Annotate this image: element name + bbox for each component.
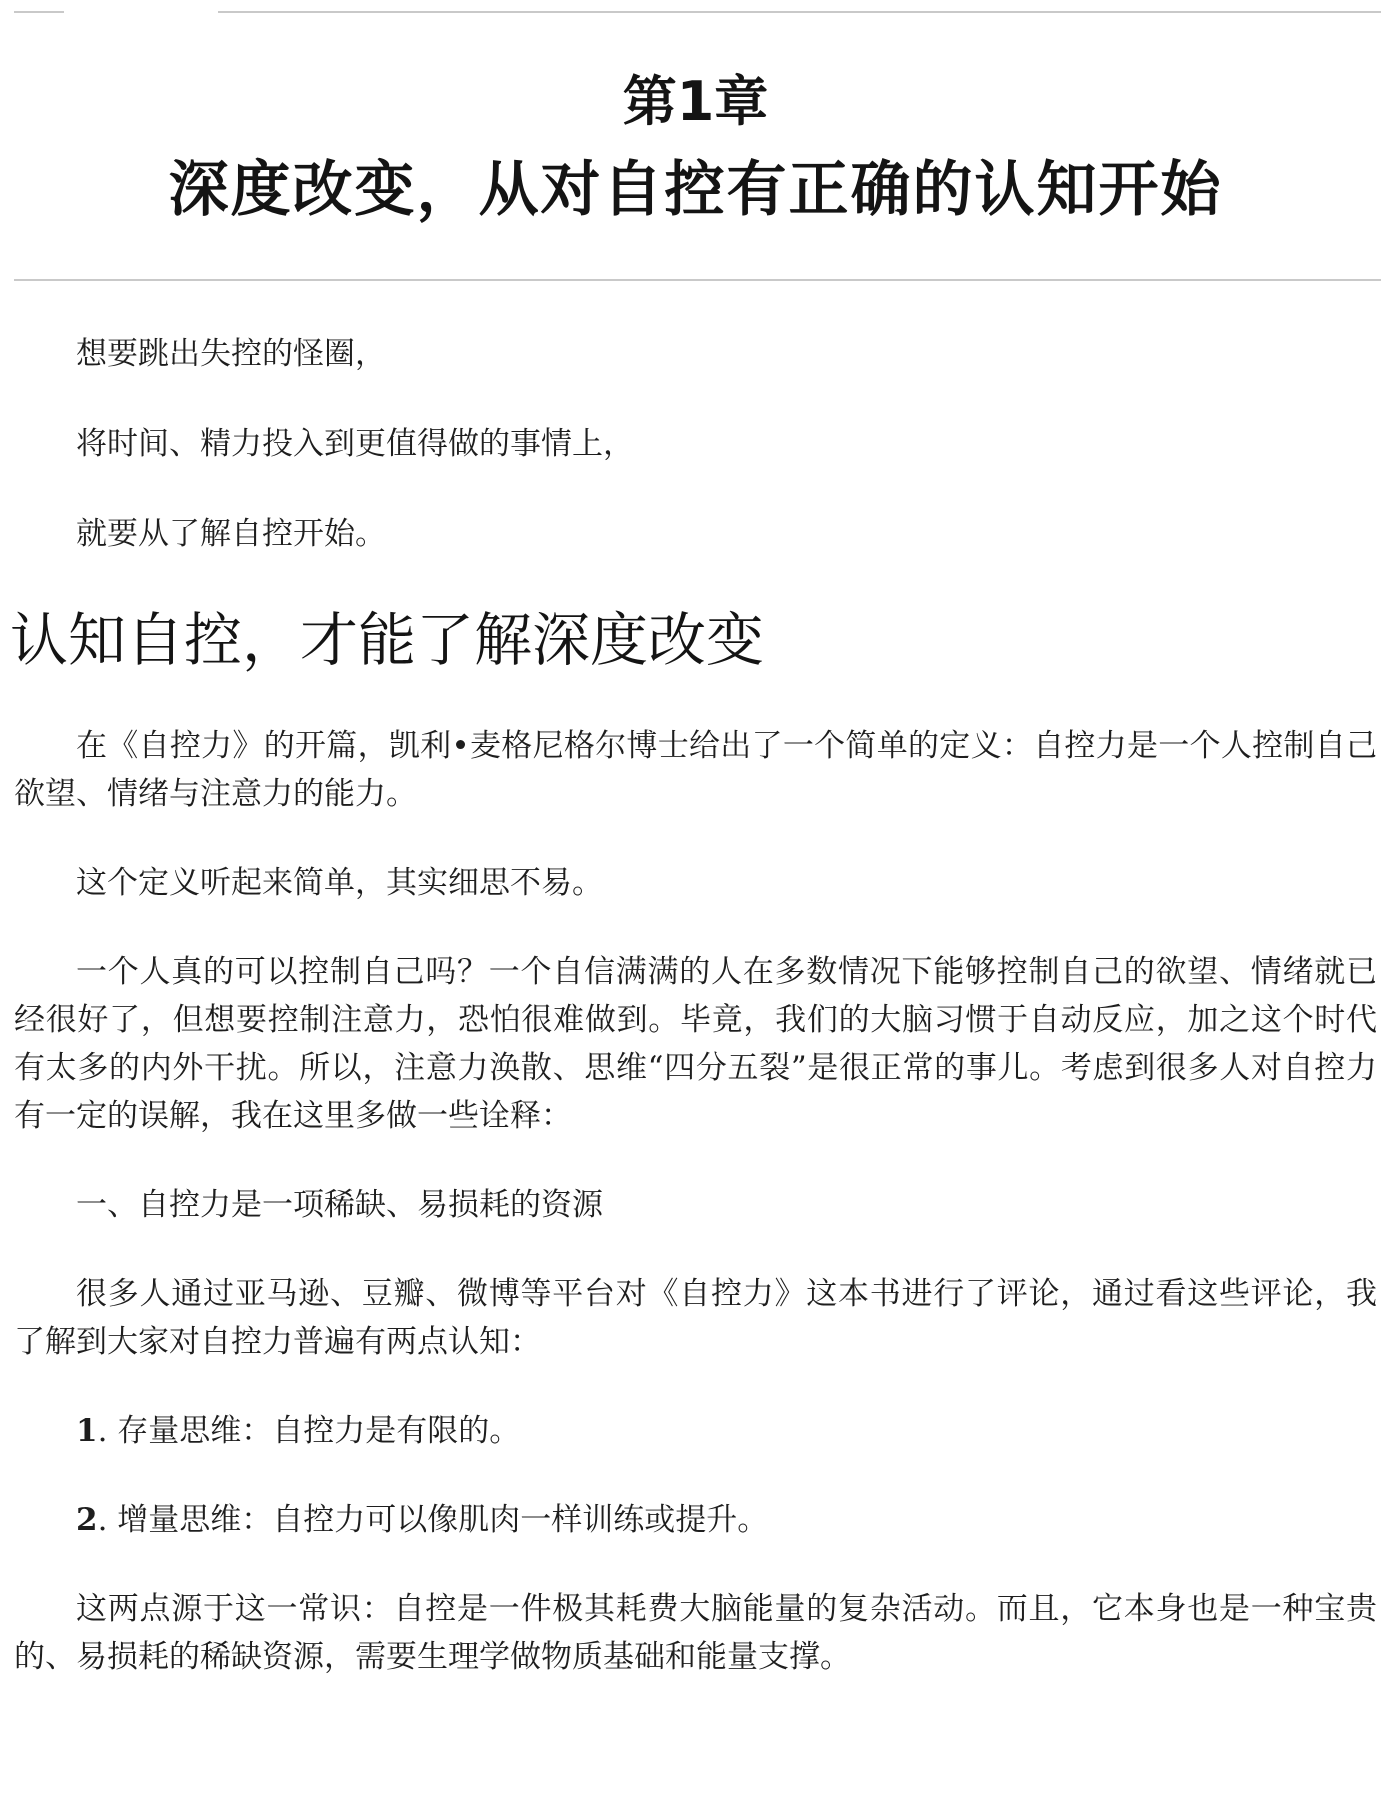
paragraph: 很多人通过亚马逊、豆瓣、微博等平台对《自控力》这本书进行了评论，通过看这些评论，我了解到大家对自控力普遍有两点认知： bbox=[14, 1276, 1377, 1360]
list-item bbox=[14, 1496, 1377, 1544]
intro-line: 想要跳出失控的怪圈， bbox=[76, 336, 386, 372]
chapter-number: 第1章 bbox=[622, 70, 769, 133]
paragraph: 一个人真的可以控制自己吗？一个自信满满的人在多数情况下能够控制自己的欲望、情绪就已经很好了，但想要控制注意力，恐怕很难做到。毕竟，我们的大脑习惯于自动反应，加之这个时代有太多的内外干扰。所以，注意力涣散、思维“四分五裂”是很正常的事儿。考虑到很多人对自控力有一定的误解，我在这里多做一些诠释： bbox=[14, 954, 1377, 1134]
list-number: 1 bbox=[76, 1413, 98, 1449]
chapter-divider bbox=[14, 279, 1381, 281]
header-rule-right bbox=[218, 11, 1381, 13]
chapter-title: 深度改变，从对自控有正确的认知开始 bbox=[168, 155, 1223, 225]
list-text: . 存量思维：自控力是有限的。 bbox=[97, 1413, 521, 1449]
paragraph: 这两点源于这一常识：自控是一件极其耗费大脑能量的复杂活动。而且，它本身也是一种宝贵的、易损耗的稀缺资源，需要生理学做物质基础和能量支撑。 bbox=[14, 1591, 1377, 1675]
paragraph: 在《自控力》的开篇，凯利•麦格尼格尔博士给出了一个简单的定义：自控力是一个人控制自己欲望、情绪与注意力的能力。 bbox=[14, 728, 1377, 812]
header-rule-left bbox=[14, 11, 64, 13]
list-item bbox=[14, 1407, 1377, 1455]
intro-line: 就要从了解自控开始。 bbox=[76, 516, 386, 552]
list-text: . 增量思维：自控力可以像肌肉一样训练或提升。 bbox=[97, 1502, 769, 1538]
paragraph: 这个定义听起来简单，其实细思不易。 bbox=[76, 865, 603, 901]
paragraph-subheading: 一、自控力是一项稀缺、易损耗的资源 bbox=[76, 1187, 603, 1223]
page-body bbox=[10, 330, 1377, 1722]
section-heading: 认知自控，才能了解深度改变 bbox=[10, 606, 765, 674]
list-number: 2 bbox=[76, 1502, 98, 1538]
intro-line: 将时间、精力投入到更值得做的事情上， bbox=[76, 426, 634, 462]
